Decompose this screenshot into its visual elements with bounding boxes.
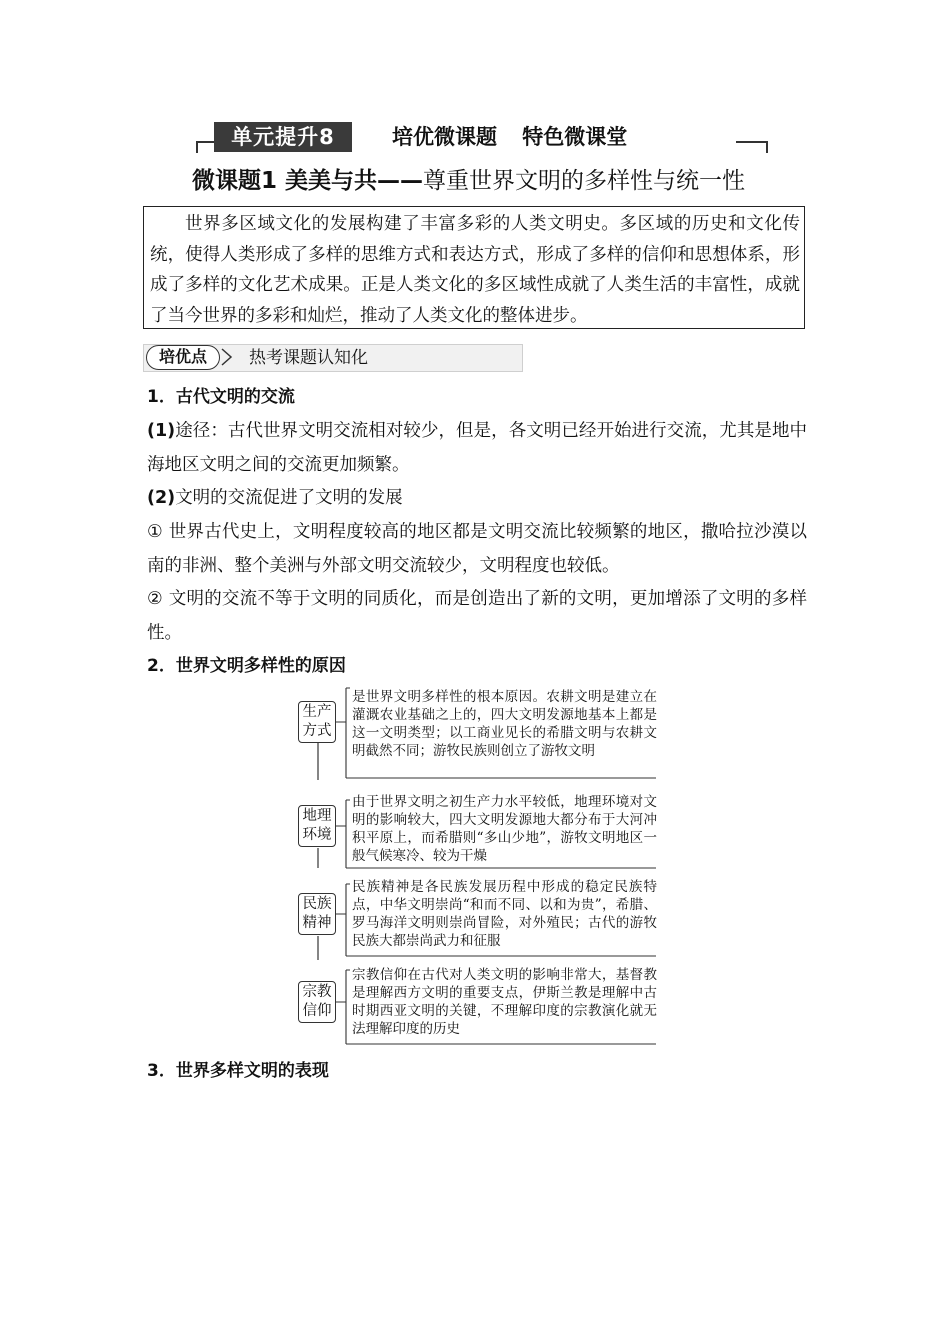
unit-tag: 单元提升8 [214, 122, 352, 152]
node-production-bottom: 方式 [302, 723, 332, 739]
diagram-text-spirit: 民族精神是各民族发展历程中形成的稳定民族特点，中华文明崇尚“和而不同、以和为贵”，希腊、罗马海洋文明则崇尚冒险，对外殖民；古代的游牧民族大都崇尚武力和征服 [352, 879, 657, 949]
paragraph-4: ② 文明的交流不等于文明的同质化，而是创造出了新的文明，更加增添了文明的多样性。 [147, 589, 807, 643]
node-geography-bottom: 环境 [302, 827, 332, 843]
intro-box: 世界多区域文化的发展构建了丰富多彩的人类文明史。多区域的历史和文化传统，使得人类形成了多样的思维方式和表达方式，形成了多样的信仰和思想体系，形成了多样的文化艺术成果。正是人类文化的多区域性成就了人类生活的丰富性，成就了当今世界的多彩和灿烂，推动了人类文化的整体进步。 [143, 206, 805, 329]
paragraph-1-text: 途径：古代世界文明交流相对较少，但是，各文明已经开始进行交流，尤其是地中海地区文明之间的交流更加频繁。 [147, 421, 807, 475]
paragraph-2-label: (2) [147, 488, 176, 508]
node-spirit-top: 民族 [302, 896, 332, 912]
lesson-title-bold: 微课题1 美美与共—— [192, 168, 424, 194]
paragraph-3: ① 世界古代史上，文明程度较高的地区都是文明交流比较频繁的地区，撒哈拉沙漠以南的非洲、整个美洲与外部文明交流较少，文明程度也较低。 [147, 522, 807, 576]
header-rule-left [196, 141, 214, 143]
diagram-node-religion [298, 981, 336, 1023]
section-label-pill: 培优点 [146, 345, 220, 370]
heading-3: 3．世界多样文明的表现 [147, 1061, 329, 1081]
header-rule-right [736, 141, 768, 143]
header-title: 培优微课题 特色微课堂 [392, 125, 628, 149]
chevron-right-icon [220, 348, 234, 366]
lesson-title [192, 164, 745, 198]
node-religion-bottom: 信仰 [302, 1003, 332, 1019]
lesson-title-rest: 尊重世界文明的多样性与统一性 [423, 168, 746, 194]
diagram-text-geography: 由于世界文明之初生产力水平较低，地理环境对文明的影响较大，四大文明发源地大都分布于大河冲积平原上，而希腊则“多山少地”，游牧文明地区一般气候寒冷、较为干燥 [352, 794, 657, 864]
paragraph-2-text: 文明的交流促进了文明的发展 [175, 488, 403, 508]
paragraph-1-label: (1) [147, 421, 176, 441]
node-religion-top: 宗教 [302, 984, 332, 1000]
paragraph-2 [147, 481, 807, 515]
node-spirit-bottom: 精神 [302, 915, 332, 931]
header-rule-right-tick [766, 141, 768, 153]
diagram-text-religion: 宗教信仰在古代对人类文明的影响非常大，基督教是理解西方文明的重要支点，伊斯兰教是理解中古时期西亚文明的关键，不理解印度的宗教演化就无法理解印度的历史 [352, 967, 657, 1037]
diagram-node-geography [298, 805, 336, 847]
section-label-text: 热考课题认知化 [249, 348, 368, 368]
node-production-top: 生产 [302, 704, 332, 720]
diagram-node-production [298, 701, 336, 743]
diagram-text-production: 是世界文明多样性的根本原因。农耕文明是建立在灌溉农业基础之上的，四大文明发源地基本上都是这一文明类型；以工商业见长的希腊文明与农耕文明截然不同；游牧民族则创立了游牧文明 [352, 689, 657, 759]
node-geography-top: 地理 [302, 808, 332, 824]
heading-1: 1．古代文明的交流 [147, 387, 295, 407]
header-rule-left-tick [196, 141, 198, 153]
heading-2: 2．世界文明多样性的原因 [147, 656, 346, 676]
diagram-node-spirit [298, 893, 336, 935]
paragraph-1 [147, 414, 807, 482]
